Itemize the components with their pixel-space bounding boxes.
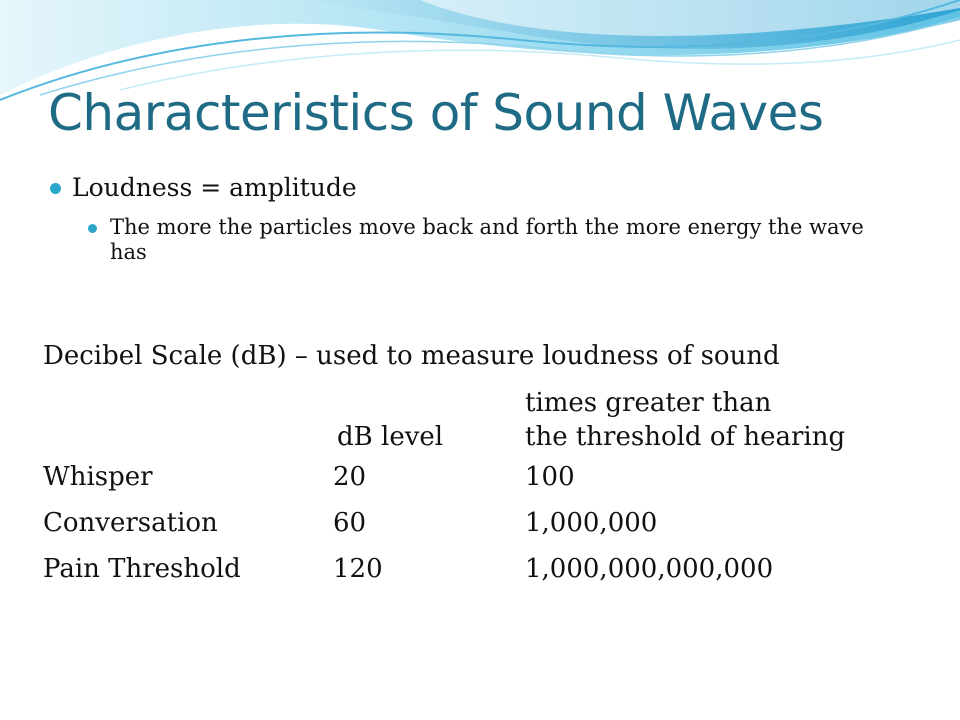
row-name: Pain Threshold xyxy=(43,554,241,584)
table-header-times-line-1: times greater than xyxy=(525,388,772,418)
decibel-scale-heading: Decibel Scale (dB) – used to measure loudness of sound xyxy=(43,341,780,371)
row-times-greater: 1,000,000,000,000 xyxy=(525,554,774,584)
row-name: Whisper xyxy=(43,462,153,492)
table-row xyxy=(43,546,925,592)
table-header-times-line-2: the threshold of hearing xyxy=(525,422,846,452)
bullet-list xyxy=(48,172,888,266)
row-times-greater: 100 xyxy=(525,462,575,492)
table-header-times-greater xyxy=(525,386,925,454)
slide-title: Characteristics of Sound Waves xyxy=(48,84,824,142)
row-db-level: 20 xyxy=(333,462,367,492)
sub-bullet-list xyxy=(72,215,888,265)
sub-bullet-item: The more the particles move back and forth the more energy the wave has xyxy=(72,215,880,265)
bullet-text: Loudness = amplitude xyxy=(72,173,357,202)
table-row xyxy=(43,500,925,546)
row-name: Conversation xyxy=(43,508,218,538)
table-header-name xyxy=(43,386,333,454)
decibel-table xyxy=(43,386,925,592)
table-header-row xyxy=(43,386,925,454)
bullet-item xyxy=(48,172,888,266)
table-header-db-level: dB level xyxy=(337,422,444,452)
row-db-level: 120 xyxy=(333,554,383,584)
row-times-greater: 1,000,000 xyxy=(525,508,658,538)
table-row xyxy=(43,454,925,500)
row-db-level: 60 xyxy=(333,508,367,538)
